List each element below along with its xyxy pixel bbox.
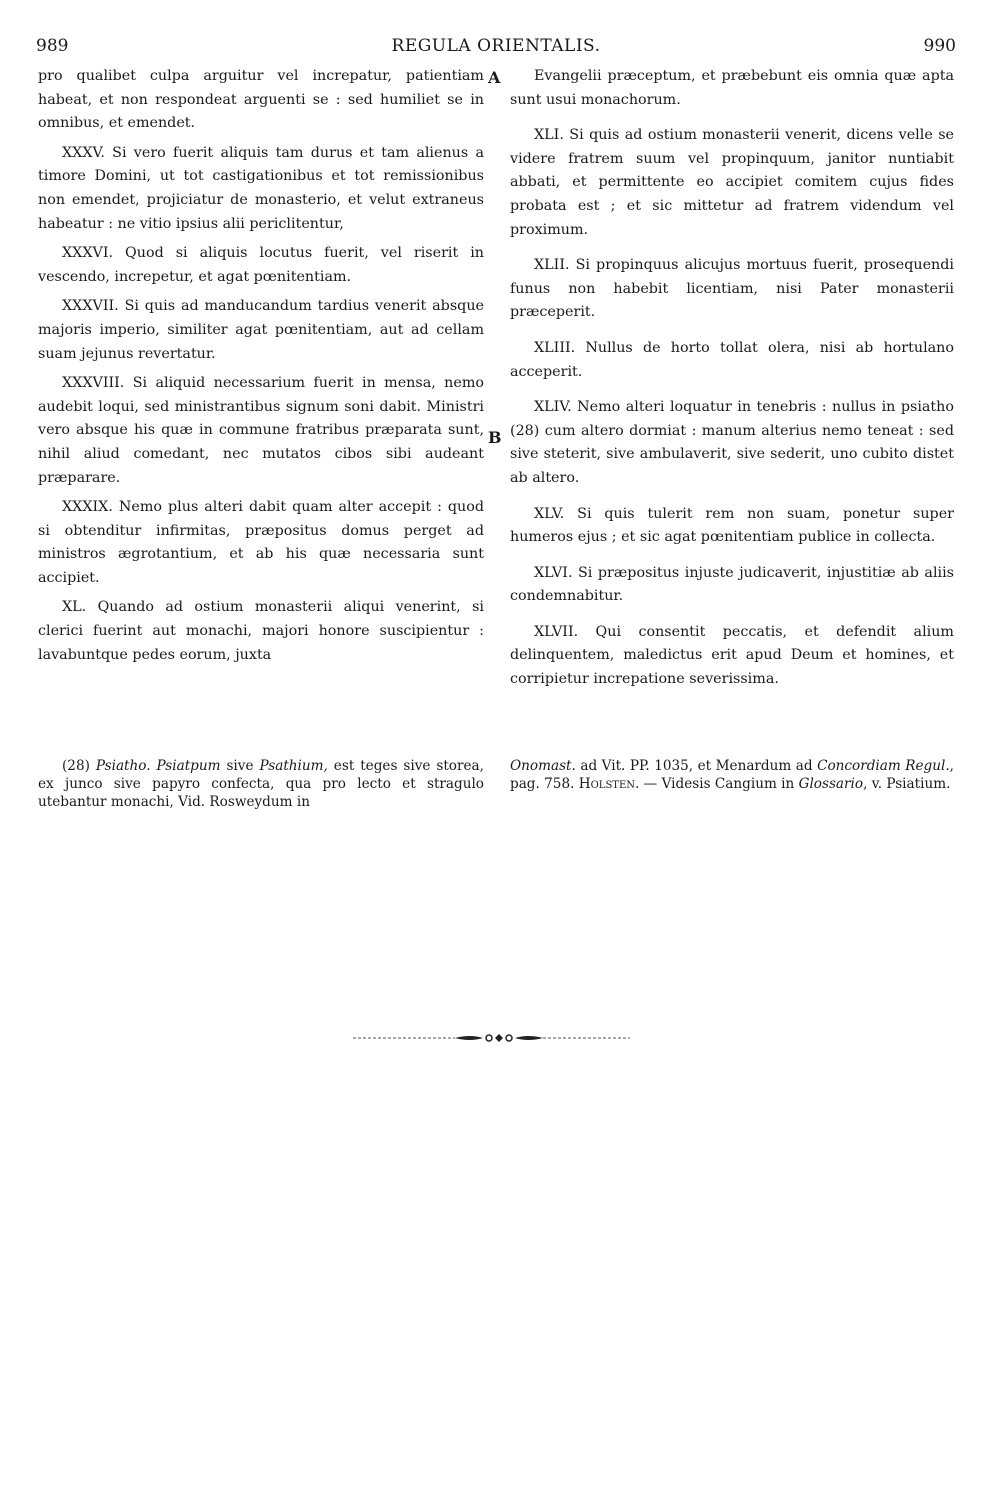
paragraph: XXXVIII. Si aliquid necessarium fuerit in mensa, nemo audebit loqui, sed ministrantibus signum soni dabit. Ministri vero absque his quæ in commune fratribus præparata sunt, nihil aliud comedant, nec mutatos cibos sibi audeant præparare. (38, 375, 484, 486)
paragraph: XXXVI. Quod si aliquis locutus fuerit, vel riserit in vescendo, increpetur, et agat pœnitentiam. (38, 245, 484, 285)
footnote-work: Glossario (798, 776, 864, 792)
paragraph: XLI. Si quis ad ostium monasterii venerit, dicens velle se videre fratrem suum vel propinquum, janitor nuntiabit abbati, et permittente eo accipiet comitem cujus fides probata est ; et sic mittetur ad fratrem videndum vel proximum. (510, 127, 954, 238)
footnote-right (510, 757, 954, 793)
footnote-text: — Videsis Cangium in (643, 776, 795, 792)
ornament-dot (486, 1035, 492, 1041)
footnote-left (38, 757, 484, 811)
right-column (510, 65, 954, 692)
footnote-term: Psiatho. (95, 758, 151, 774)
paragraph: XLV. Si quis tulerit rem non suam, ponetur super humeros ejus ; et sic agat pœnitentiam publice in collecta. (510, 505, 954, 546)
footnote-work: Onomast. (510, 758, 576, 774)
page-number-right: 990 (923, 36, 956, 56)
footnote-text: ad Vit. PP. 1035, et Menardum ad (580, 758, 813, 774)
footnote-term: Psiatpum (156, 758, 221, 774)
paragraph: XLIV. Nemo alteri loquatur in tenebris : nullus in psiatho (28) cum altero dormiat : manum alterius nemo teneat : sed sive steterit, sive ambulaverit, sive sederit, uno cubito distet ab altero. (510, 399, 954, 486)
paragraph: XLIII. Nullus de horto tollat olera, nisi ab hortulano acceperit. (510, 339, 954, 380)
footnote-author: Holsten. (578, 776, 640, 792)
footnote-text (510, 757, 954, 793)
page-header (36, 36, 956, 60)
paragraph: XL. Quando ad ostium monasterii aliqui venerint, si clerici fuerint aut monachi, majori honore suscipientur : lavabuntque pedes eorum, juxta (38, 599, 484, 663)
ornament-flourish (515, 1036, 543, 1040)
margin-marker-b: B (488, 428, 502, 447)
running-title: REGULA ORIENTALIS. (391, 36, 601, 56)
footnote-text: , v. Psiatium. (863, 776, 951, 792)
paragraph: XXXVII. Si quis ad manducandum tardius venerit absque majoris imperio, similiter agat pœnitentiam, aut ad cellam suam jejunus revertatur. (38, 298, 484, 362)
paragraph: XLVII. Qui consentit peccatis, et defendit alium delinquentem, maledictus erit apud Deum et homines, et corripietur increpatione severissima. (510, 623, 954, 688)
paragraph: XXXIX. Nemo plus alteri dabit quam alter accepit : quod si obtenditur infirmitas, præpositus domus perget ad ministros ægrotantium, et ab his quæ necessaria sunt accipiet. (38, 499, 484, 586)
paragraph: XXXV. Si vero fuerit aliquis tam durus et tam alienus a timore Domini, ut tot castigationibus et tot remissionibus non emendet, projiciatur de monasterio, et velut extraneus habeatur : ne vitio ipsius alii periclitentur, (38, 144, 484, 232)
footnote-text (38, 757, 484, 811)
footnote-number: (28) (62, 758, 90, 774)
ornament-flourish (455, 1036, 483, 1040)
footnote-text: , pag. 758. (510, 758, 954, 792)
ornament-divider (345, 1031, 635, 1045)
paragraph: XLII. Si propinquus alicujus mortuus fuerit, prosequendi funus non habebit licentiam, nisi Pater monasterii præceperit. (510, 257, 954, 321)
left-column (38, 65, 484, 667)
footnote-text: est teges sive storea, ex junco sive papyro confecta, qua pro lecto et stragulo utebantur monachi, Vid. Rosweydum in (38, 758, 484, 810)
page-number-left: 989 (36, 36, 69, 56)
margin-marker-a: A (488, 68, 501, 87)
paragraph: Evangelii præceptum, et præbebunt eis omnia quæ apta sunt usui monachorum. (510, 68, 954, 108)
ornament-diamond (495, 1034, 503, 1042)
footnote-term: Psathium, (259, 758, 328, 774)
ornament-dot (506, 1035, 512, 1041)
footnote-text: sive (226, 758, 254, 774)
footnote-work: Concordiam Regul. (817, 758, 950, 774)
paragraph: pro qualibet culpa arguitur vel increpatur, patientiam habeat, et non respondeat arguenti se : sed humiliet se in omnibus, et emendet. (38, 68, 484, 132)
paragraph: XLVI. Si præpositus injuste judicaverit, injustitiæ ab aliis condemnabitur. (510, 564, 954, 605)
